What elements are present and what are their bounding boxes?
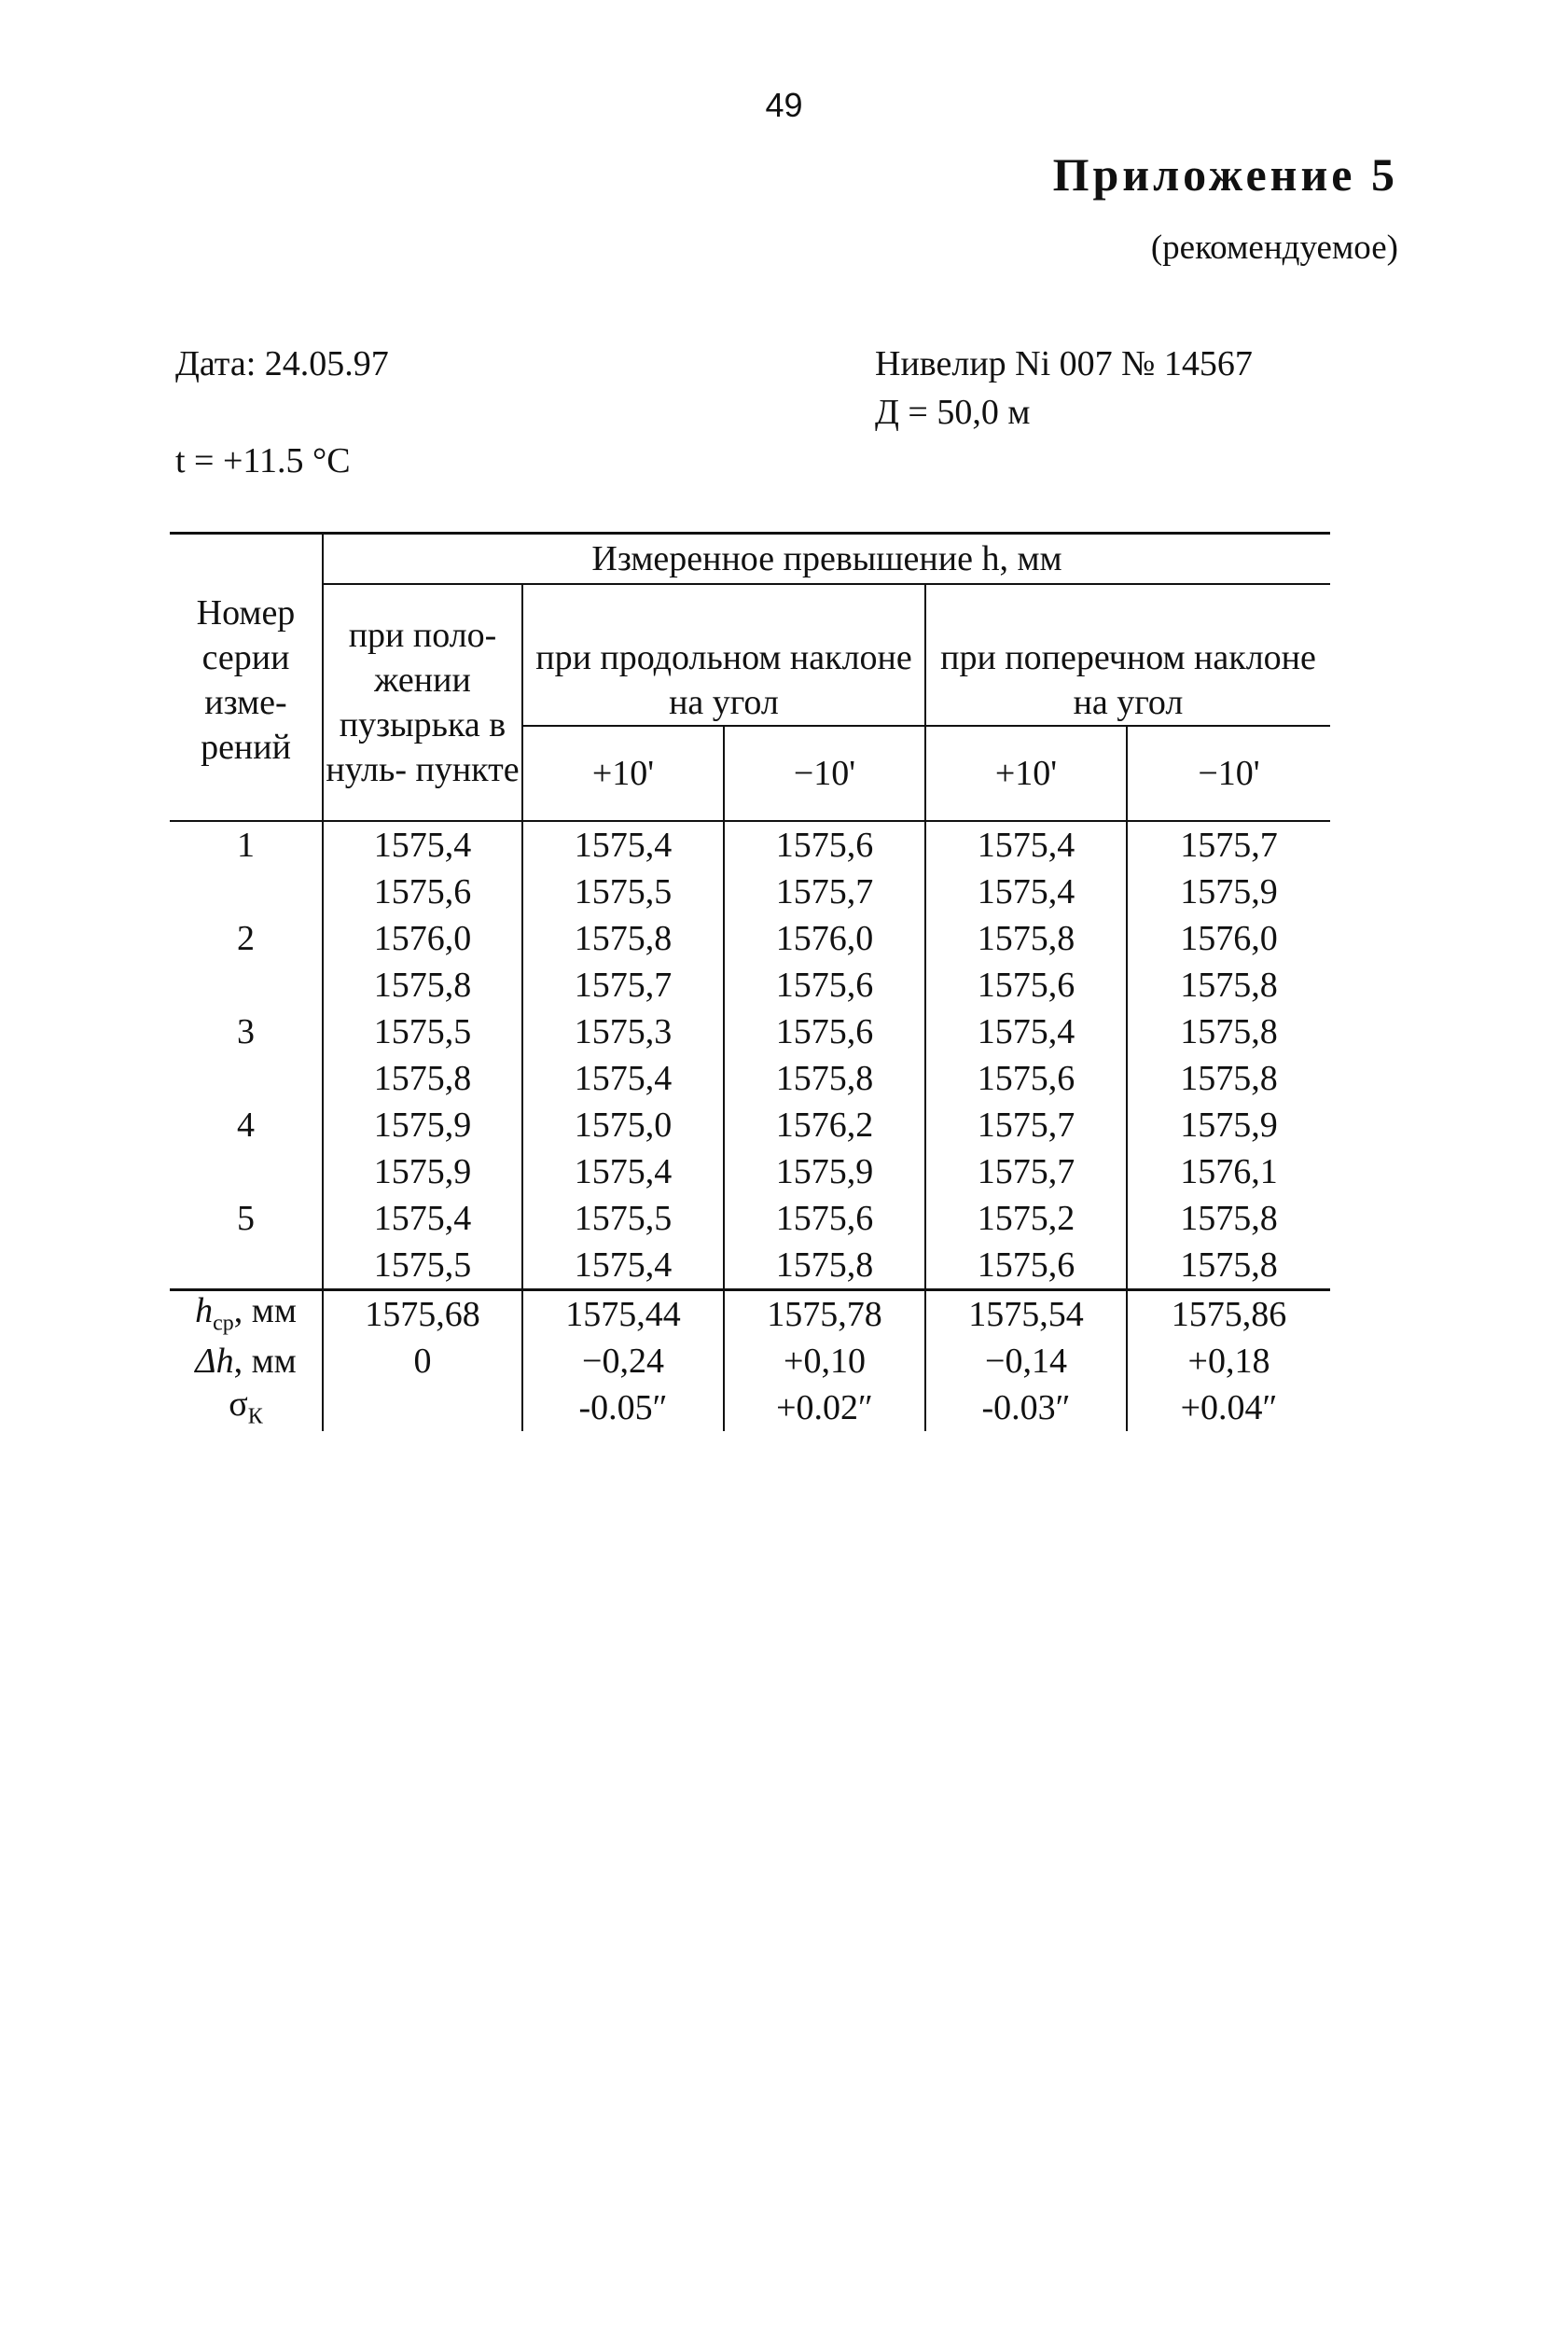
value-cell: 1575,8: [1127, 1009, 1330, 1055]
series-number: 2: [237, 918, 255, 958]
summary-value: 1575,86: [1127, 1289, 1330, 1338]
value-cell: 1575,8: [323, 1055, 522, 1102]
series-number: [170, 869, 323, 915]
value-cell: 1575,6: [724, 1195, 925, 1242]
table-row: [170, 1102, 1330, 1148]
value-cell: 1575,4: [925, 1009, 1127, 1055]
value-cell: 1575,4: [925, 869, 1127, 915]
value-cell: 1575,8: [724, 1242, 925, 1290]
value-cell: 1575,5: [522, 869, 724, 915]
table-row: [170, 1148, 1330, 1195]
appendix-title: Приложение 5: [1052, 148, 1398, 201]
value-cell: 1576,0: [1127, 915, 1330, 962]
value-cell: 1575,8: [1127, 1055, 1330, 1102]
value-cell: 1575,4: [323, 1195, 522, 1242]
summary-value: [323, 1384, 522, 1431]
summary-value: -0.05″: [522, 1384, 724, 1431]
series-number: 4: [237, 1105, 255, 1145]
table-row: [170, 869, 1330, 915]
page-number: 49: [765, 86, 803, 124]
summary-value: 0: [323, 1338, 522, 1384]
value-cell: 1575,3: [522, 1009, 724, 1055]
value-cell: 1576,2: [724, 1102, 925, 1148]
value-cell: 1575,4: [522, 1055, 724, 1102]
value-cell: 1575,9: [1127, 1102, 1330, 1148]
col-header-long-plus: +10': [522, 726, 724, 821]
summary-label-mean: $h_{ср}$, мм: [195, 1291, 297, 1336]
table-row: [170, 1055, 1330, 1102]
value-cell: 1575,4: [522, 1148, 724, 1195]
summary-value: 1575,44: [522, 1289, 724, 1338]
col-group-transverse: при поперечном наклоне на угол: [925, 584, 1330, 726]
summary-row-sigma: [170, 1384, 1330, 1431]
summary-value: +0,18: [1127, 1338, 1330, 1384]
series-number: [170, 1242, 323, 1290]
value-cell: 1575,4: [522, 1242, 724, 1290]
table-row: [170, 1195, 1330, 1242]
value-cell: 1575,2: [925, 1195, 1127, 1242]
summary-value: 1575,68: [323, 1289, 522, 1338]
value-cell: 1575,5: [522, 1195, 724, 1242]
value-cell: 1575,6: [925, 1055, 1127, 1102]
table-row: [170, 821, 1330, 869]
summary-value: -0.03″: [925, 1384, 1127, 1431]
col-header-measured-height: Измеренное превышение h, мм: [323, 534, 1330, 584]
summary-value: −0,24: [522, 1338, 724, 1384]
value-cell: 1575,9: [1127, 869, 1330, 915]
series-number: [170, 962, 323, 1009]
air-temperature: t = +11.5 °C: [175, 441, 351, 480]
col-header-null-point: при поло- жении пузырька в нуль- пункте: [323, 584, 522, 821]
summary-value: −0,14: [925, 1338, 1127, 1384]
value-cell: 1575,6: [925, 962, 1127, 1009]
value-cell: 1575,7: [724, 869, 925, 915]
col-header-series: Номер серии изме- рений: [170, 534, 323, 821]
value-cell: 1575,8: [925, 915, 1127, 962]
col-header-trans-plus: +10': [925, 726, 1127, 821]
value-cell: 1575,8: [1127, 1242, 1330, 1290]
summary-value: +0.04″: [1127, 1384, 1330, 1431]
summary-value: +0.02″: [724, 1384, 925, 1431]
col-group-longitudinal: при продольном наклоне на угол: [522, 584, 925, 726]
value-cell: 1575,7: [925, 1102, 1127, 1148]
value-cell: 1575,7: [925, 1148, 1127, 1195]
value-cell: 1575,8: [1127, 962, 1330, 1009]
table-row: [170, 1242, 1330, 1290]
series-number: [170, 1055, 323, 1102]
table-row: [170, 962, 1330, 1009]
value-cell: 1575,6: [724, 1009, 925, 1055]
value-cell: 1575,8: [323, 962, 522, 1009]
value-cell: 1575,7: [522, 962, 724, 1009]
value-cell: 1575,7: [1127, 821, 1330, 869]
instrument-id: Нивелир Ni 007 № 14567: [875, 344, 1253, 383]
summary-value: 1575,78: [724, 1289, 925, 1338]
value-cell: 1575,4: [925, 821, 1127, 869]
value-cell: 1575,8: [522, 915, 724, 962]
value-cell: 1576,1: [1127, 1148, 1330, 1195]
measurement-table: [170, 532, 1330, 1431]
col-header-trans-minus: −10': [1127, 726, 1330, 821]
value-cell: 1575,5: [323, 1009, 522, 1055]
series-number: 1: [237, 825, 255, 865]
summary-value: +0,10: [724, 1338, 925, 1384]
summary-value: 1575,54: [925, 1289, 1127, 1338]
value-cell: 1575,6: [323, 869, 522, 915]
value-cell: 1575,8: [1127, 1195, 1330, 1242]
series-number: 3: [237, 1011, 255, 1051]
table-row: [170, 1009, 1330, 1055]
measurement-date: Дата: 24.05.97: [175, 344, 389, 383]
value-cell: 1576,0: [323, 915, 522, 962]
series-number: 5: [237, 1198, 255, 1238]
summary-label-sigma: $\sigma_К$: [229, 1384, 263, 1429]
sight-distance: Д = 50,0 м: [875, 393, 1031, 432]
table-row: [170, 915, 1330, 962]
value-cell: 1575,6: [724, 962, 925, 1009]
value-cell: 1575,0: [522, 1102, 724, 1148]
value-cell: 1575,4: [522, 821, 724, 869]
col-header-long-minus: −10': [724, 726, 925, 821]
summary-row-mean: [170, 1289, 1330, 1338]
value-cell: 1575,6: [724, 821, 925, 869]
series-number: [170, 1148, 323, 1195]
value-cell: 1575,8: [724, 1055, 925, 1102]
summary-label-delta: Δh, мм: [195, 1341, 297, 1381]
value-cell: 1575,9: [724, 1148, 925, 1195]
summary-row-delta: [170, 1338, 1330, 1384]
value-cell: 1575,9: [323, 1102, 522, 1148]
value-cell: 1575,6: [925, 1242, 1127, 1290]
value-cell: 1576,0: [724, 915, 925, 962]
value-cell: 1575,5: [323, 1242, 522, 1290]
appendix-note: (рекомендуемое): [1150, 229, 1398, 267]
value-cell: 1575,9: [323, 1148, 522, 1195]
value-cell: 1575,4: [323, 821, 522, 869]
